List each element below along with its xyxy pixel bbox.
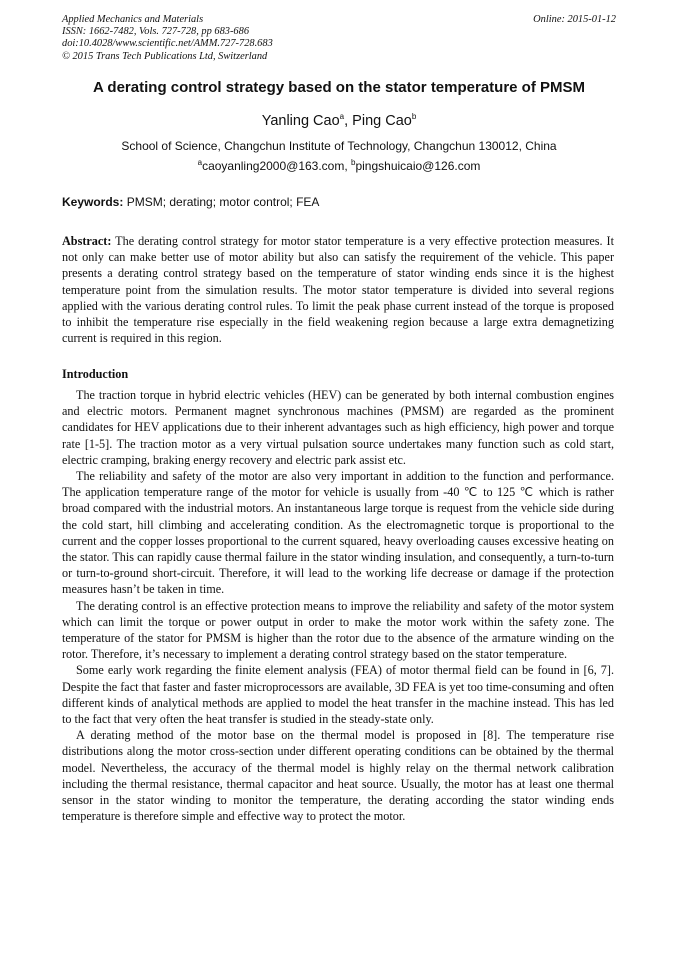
paper-title: A derating control strategy based on the stator temperature of PMSM [92, 79, 586, 96]
author-superscript: b [411, 112, 417, 122]
email-line [40, 159, 638, 173]
journal-name: Applied Mechanics and Materials [62, 14, 204, 25]
keywords-text: PMSM; derating; motor control; FEA [123, 195, 320, 209]
body-paragraph: The traction torque in hybrid electric vehicles (HEV) can be generated by both internal combustion engines and electric motors. Permanent magnet synchronous machines (PMSM) are regarded as the prominent candidates for HEV applications due to their inherent advantages such as high efficiency, high power and torque rate [1-5]. The traction motor as a very virtual pulsation source undertakes many function such as cold start, electric cramping, braking energy recovery and electric park assist etc. [62, 388, 614, 467]
email-superscript: a [197, 158, 203, 167]
introduction-body [62, 387, 614, 824]
abstract-label: Abstract: [62, 234, 112, 248]
author-separator: , [344, 113, 353, 129]
body-paragraph: The derating control is an effective protection means to improve the reliability and safety of the motor system which can limit the torque or power output in order to make the motor work within the safety zone. The temperature of the stator for PMSM is higher than the rotor due to the absence of the armature winding on the rotor. Therefore, it’s necessary to implement a derating control strategy based on the stator temperature. [62, 598, 614, 662]
section-heading-introduction: Introduction [62, 367, 129, 381]
keywords [62, 195, 618, 209]
body-paragraph: The reliability and safety of the motor are also very important in addition to the function and performance. The application temperature range of the motor for vehicle is usually from -40 ℃ to 125 ℃ which is rather broad compared with the industrial motors. An instantaneous large torque is request from the vehicle side during the cold start, hill climbing and accelerating condition. As the electromagnetic torque is proportional to the current and the copper losses proportional to the current squared, heavy overloading causes excessive heating on the stator. This can rapidly cause thermal failure in the stator winding insulation, and consequently, a turn-to-turn or turn-to-ground short-circuit. Therefore, it will lead to the working life decrease or damage if the protection measures hasn’t be taken in time. [62, 469, 614, 597]
author-name: Ping Cao [352, 113, 412, 129]
online-date: Online: 2015-01-12 [533, 14, 616, 25]
doi-line: doi:10.4028/www.scientific.net/AMM.727-728.683 [62, 38, 273, 50]
author-superscript: a [339, 112, 345, 122]
body-paragraph: A derating method of the motor base on the thermal model is proposed in [8]. The temperature rise distributions along the motor cross-section under different operating conditions can be obtained by the thermal model. Nevertheless, the accuracy of the thermal model is highly relay on the thermal network calibration including the thermal resistance, thermal capacitor and heat source. Usually, the motor has at least one thermal sensor in the stator winding to monitor the temperature, the derating according the stator winding ends temperature is therefore simple and effective way to protect the motor. [62, 728, 614, 824]
email-separator: , [344, 159, 352, 173]
issn-line: ISSN: 1662-7482, Vols. 727-728, pp 683-686 [62, 26, 250, 38]
author-name: Yanling Cao [261, 113, 340, 129]
affiliation: School of Science, Changchun Institute of Technology, Changchun 130012, China [121, 139, 557, 153]
journal-header [62, 14, 616, 63]
abstract [62, 233, 614, 346]
author-list [40, 113, 638, 129]
keywords-label: Keywords: [62, 195, 124, 209]
copyright-line: © 2015 Trans Tech Publications Ltd, Switzerland [62, 50, 268, 62]
email-address: pingshuicaio@126.com [355, 159, 481, 173]
body-paragraph: Some early work regarding the finite element analysis (FEA) of motor thermal field can be found in [6, 7]. Despite the fact that faster and faster microprocessors are available, 3D FEA is yet too time-consuming and often different kinds of analytical methods are applied to model the heat transfer in the machine instead. This has led to the fact that very often the heat transfer is studied in the steady-state only. [62, 663, 614, 727]
email-address: caoyanling2000@163.com [202, 159, 345, 173]
abstract-text: The derating control strategy for motor stator temperature is a very effective protection measures. It not only can make better use of motor ability but also can satisfy the requirement of the vehicle. This paper presents a derating control strategy based on the temperature of stator winding ends since it is the highest temperature point from the simulation results. The motor stator temperature is divided into several regions applied with the various derating control rules. To limit the peak phase current instead of the torque is proposed to inhibit the temperature rise especially in the field weakening region because a large extra demagnetizing current is required in this region. [62, 234, 614, 346]
email-superscript: b [351, 158, 356, 167]
